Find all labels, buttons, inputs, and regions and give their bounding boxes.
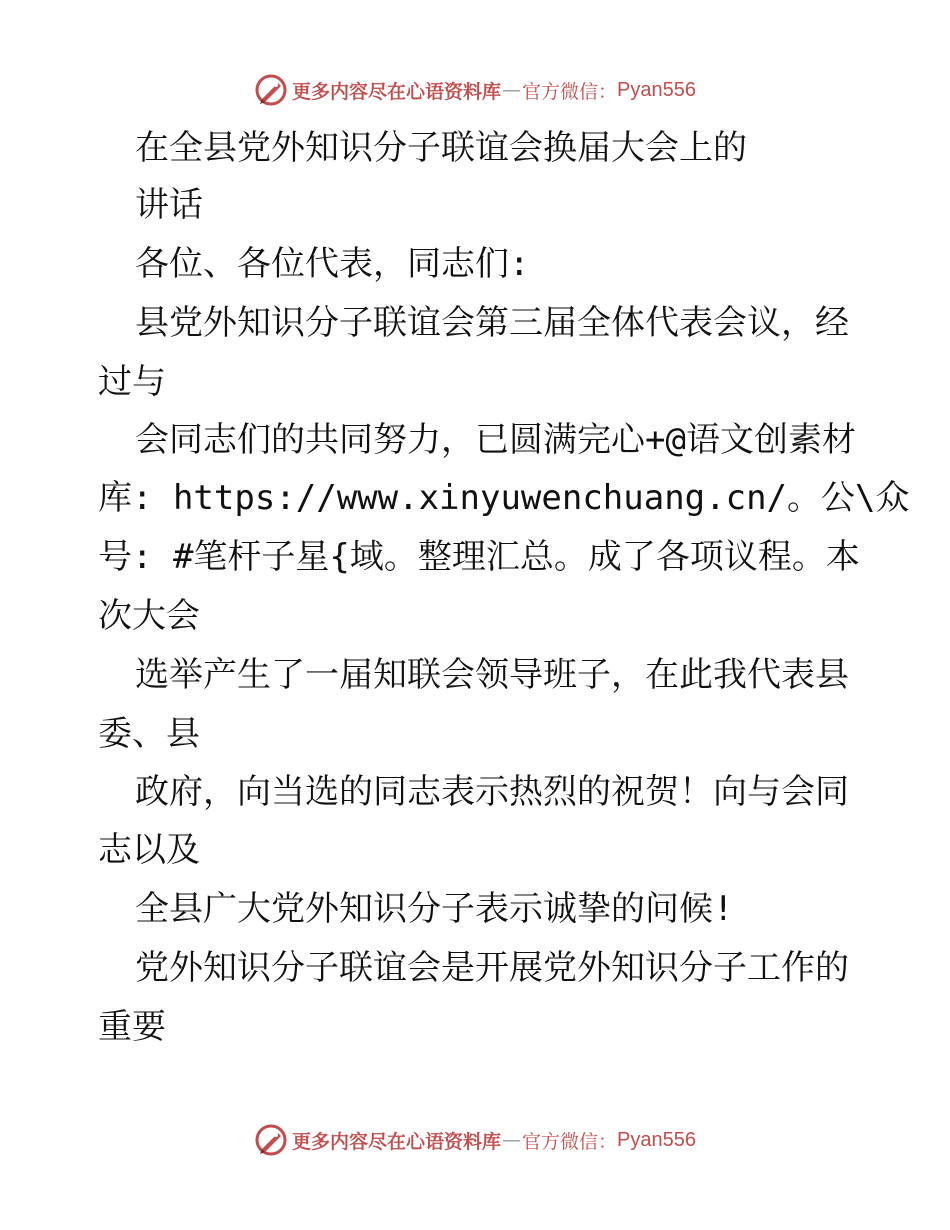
footer-wechat-id: Pyan556 [617,1128,696,1151]
header-wechat-id: Pyan556 [617,78,696,101]
paragraph-line: 志以及 [98,830,200,870]
header-watermark-dash: — [502,79,522,101]
pen-logo-icon [254,1123,288,1157]
paragraph-line: 次大会 [98,596,200,636]
paragraph-line: 会同志们的共同努力，已圆满完心+@语文创素材 [135,420,856,460]
paragraph-line: 党外知识分子联谊会是开展党外知识分子工作的 [135,948,849,988]
paragraph-line: 政府，向当选的同志表示热烈的祝贺！向与会同 [135,772,849,812]
title-line-1: 在全县党外知识分子联谊会换届大会上的 [135,128,747,168]
paragraph-line: 过与 [98,362,166,402]
header-wechat-label: 官方微信： [522,80,618,103]
paragraph-line: 全县广大党外知识分子表示诚挚的问候! [135,889,734,929]
footer-watermark-dash: — [502,1129,522,1151]
paragraph-line: 选举产生了一届知联会领导班子，在此我代表县 [135,655,849,695]
paragraph-line: 号: #笔杆子星{域。整理汇总。成了各项议程。本 [98,537,860,577]
header-watermark-text: 更多内容尽在心语资料库 [292,80,502,103]
footer-watermark-text: 更多内容尽在心语资料库 [292,1130,502,1153]
paragraph-line: 重要 [98,1007,166,1047]
footer-watermark [0,1120,950,1160]
paragraph-line: 库: https://www.xinyuwenchuang.cn/。公\众 [98,478,910,518]
salutation-line: 各位、各位代表，同志们: [135,244,530,284]
footer-wechat-label: 官方微信： [522,1130,618,1153]
paragraph-line: 县党外知识分子联谊会第三届全体代表会议，经 [135,303,849,343]
paragraph-line: 委、县 [98,714,200,754]
title-line-2: 讲话 [135,185,203,225]
